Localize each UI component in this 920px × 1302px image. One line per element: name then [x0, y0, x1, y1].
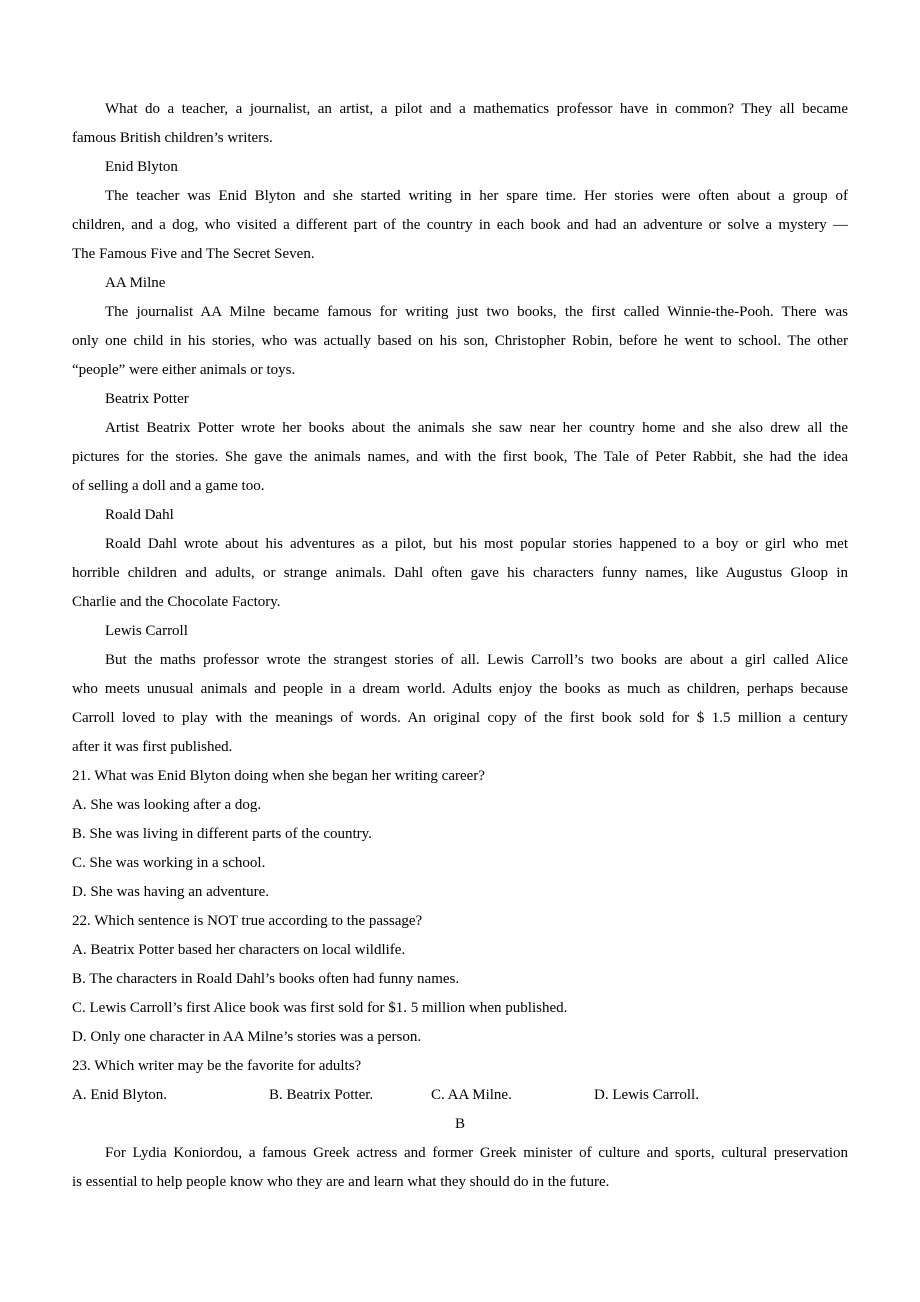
aa-milne-line-1: The journalist AA Milne became famous for writing just two books, the first called Winnie-the-Pooh. There was — [105, 304, 848, 320]
lewis-carroll-line-4: after it was first published. — [72, 739, 233, 755]
question-23-option-b: B. Beatrix Potter. — [269, 1087, 374, 1103]
question-21-option-a: A. She was looking after a dog. — [72, 797, 262, 813]
question-21-stem: 21. What was Enid Blyton doing when she began her writing career? — [72, 768, 485, 784]
author-heading-lewis-carroll: Lewis Carroll — [105, 623, 188, 639]
aa-milne-line-2: only one child in his stories, who was actually based on his son, Christopher Robin, before he went to school. The other — [72, 333, 848, 349]
lewis-carroll-line-2: who meets unusual animals and people in a dream world. Adults enjoy the books as much as children, perhaps because — [72, 681, 848, 697]
lewis-carroll-line-3: Carroll loved to play with the meanings of words. An original copy of the first book sold for $ 1.5 million a century — [72, 710, 848, 726]
question-22-option-b: B. The characters in Roald Dahl’s books often had funny names. — [72, 971, 460, 987]
question-23-option-c: C. AA Milne. — [431, 1087, 512, 1103]
enid-blyton-line-3: The Famous Five and The Secret Seven. — [72, 246, 315, 262]
passage-content — [72, 95, 848, 1197]
passage-a-intro-line-2: famous British children’s writers. — [72, 130, 273, 146]
passage-a-intro-line-1: What do a teacher, a journalist, an artist, a pilot and a mathematics professor have in common? They all became — [105, 101, 848, 117]
lewis-carroll-line-1: But the maths professor wrote the strangest stories of all. Lewis Carroll’s two books are about a girl called Alice — [105, 652, 848, 668]
beatrix-potter-line-3: of selling a doll and a game too. — [72, 478, 265, 494]
author-heading-enid-blyton: Enid Blyton — [105, 159, 178, 175]
question-23-stem: 23. Which writer may be the favorite for adults? — [72, 1058, 362, 1074]
question-22-stem: 22. Which sentence is NOT true according to the passage? — [72, 913, 423, 929]
question-23-option-a: A. Enid Blyton. — [72, 1087, 168, 1103]
passage-b-line-1: For Lydia Koniordou, a famous Greek actress and former Greek minister of culture and sports, cultural preservation — [105, 1145, 848, 1161]
question-23-options-row — [72, 1081, 848, 1110]
question-23-option-d: D. Lewis Carroll. — [594, 1087, 699, 1103]
author-heading-roald-dahl: Roald Dahl — [105, 507, 174, 523]
roald-dahl-line-1: Roald Dahl wrote about his adventures as a pilot, but his most popular stories happened to a boy or girl who met — [105, 536, 848, 552]
beatrix-potter-line-2: pictures for the stories. She gave the animals names, and with the first book, The Tale of Peter Rabbit, she had the idea — [72, 449, 848, 465]
passage-b-line-2: is essential to help people know who they are and learn what they should do in the future. — [72, 1174, 610, 1190]
question-21-option-c: C. She was working in a school. — [72, 855, 266, 871]
question-21-option-d: D. She was having an adventure. — [72, 884, 270, 900]
question-21-option-b: B. She was living in different parts of the country. — [72, 826, 372, 842]
beatrix-potter-line-1: Artist Beatrix Potter wrote her books about the animals she saw near her country home and she also drew all the — [105, 420, 848, 436]
author-heading-beatrix-potter: Beatrix Potter — [105, 391, 189, 407]
roald-dahl-line-3: Charlie and the Chocolate Factory. — [72, 594, 281, 610]
enid-blyton-line-2: children, and a dog, who visited a different part of the country in each book and had an adventure or solve a mystery — — [72, 217, 848, 233]
question-22-option-a: A. Beatrix Potter based her characters on local wildlife. — [72, 942, 406, 958]
roald-dahl-line-2: horrible children and adults, or strange animals. Dahl often gave his characters funny names, like Augustus Gloop in — [72, 565, 848, 581]
aa-milne-line-3: “people” were either animals or toys. — [72, 362, 296, 378]
enid-blyton-line-1: The teacher was Enid Blyton and she started writing in her spare time. Her stories were often about a group of — [105, 188, 848, 204]
question-22-option-d: D. Only one character in AA Milne’s stories was a person. — [72, 1029, 422, 1045]
author-heading-aa-milne: AA Milne — [105, 275, 166, 291]
question-22-option-c: C. Lewis Carroll’s first Alice book was first sold for $1. 5 million when published. — [72, 1000, 568, 1016]
section-b-label: B — [454, 1116, 465, 1132]
